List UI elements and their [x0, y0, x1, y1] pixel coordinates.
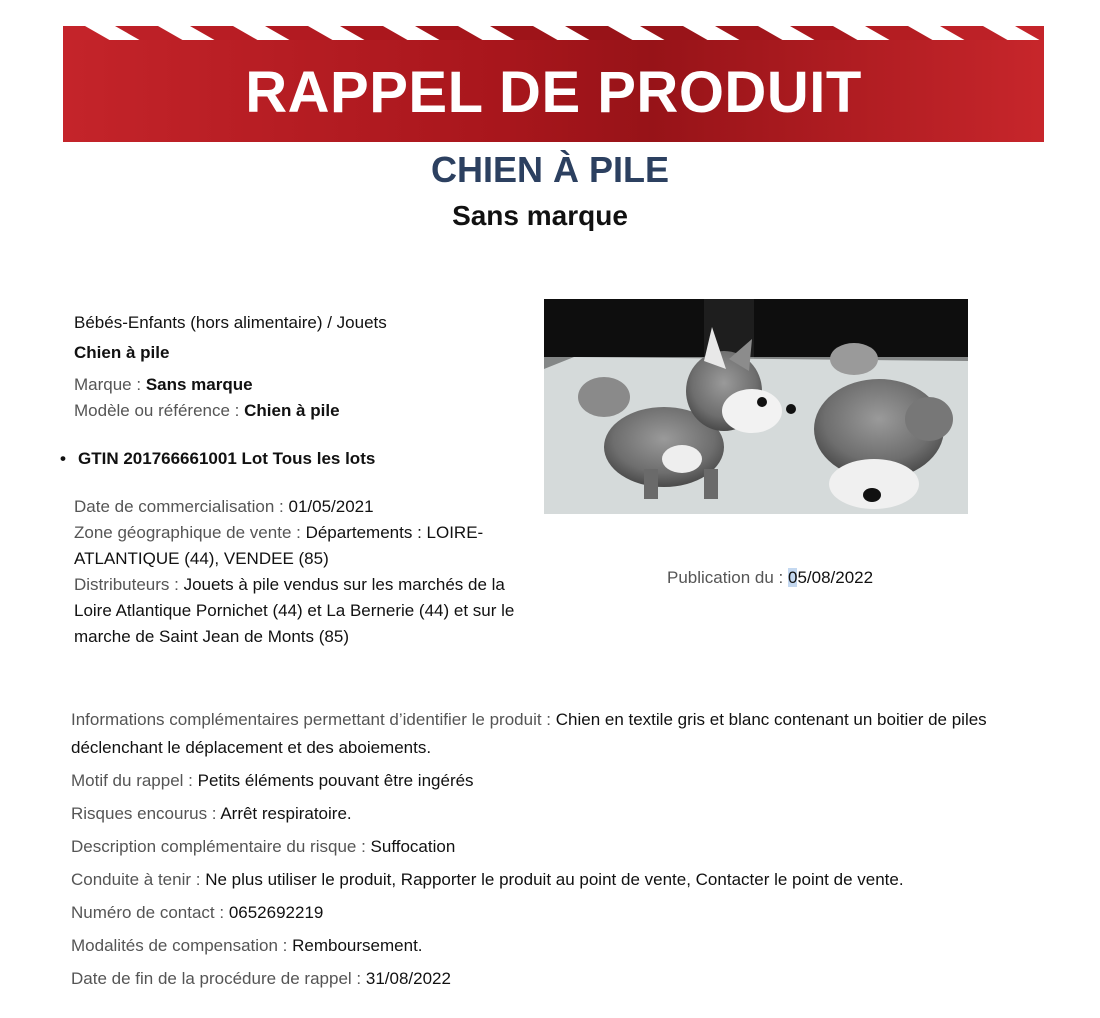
detail-row-contact — [71, 899, 1041, 927]
detail-row-risks — [71, 800, 1041, 828]
brand-label: Marque : — [74, 375, 146, 394]
recall-details — [71, 706, 1041, 998]
publication-value: 5/08/2022 — [797, 568, 874, 587]
detail-row-conduct — [71, 866, 1041, 894]
model-value: Chien à pile — [244, 401, 340, 420]
brand-subtitle: Sans marque — [452, 200, 628, 231]
detail-label: Date de fin de la procédure de rappel : — [71, 969, 366, 988]
distributors-value: Jouets à pile vendus sur les marchés de la Loire Atlantique Pornichet (44) et La Bernerie (44) et sur le marche de Saint Jean de Monts (85) — [74, 575, 515, 646]
detail-value: Ne plus utiliser le produit, Rapporter le produit au point de vente, Contacter le point de vente. — [205, 870, 904, 889]
banner-title: RAPPEL DE PRODUIT — [245, 60, 862, 125]
detail-row-identification — [71, 706, 1041, 762]
product-name: Chien à pile — [74, 343, 170, 362]
text-selection-highlight[interactable]: 0 — [787, 568, 798, 587]
zone-value: Départements : LOIRE-ATLANTIQUE (44), VENDEE (85) — [74, 523, 484, 568]
detail-value: Chien en textile gris et blanc contenant un boitier de piles déclenchant le déplacement et des aboiements. — [71, 710, 987, 757]
model-label: Modèle ou référence : — [74, 401, 245, 420]
detail-value: Remboursement. — [292, 936, 423, 955]
detail-value: 31/08/2022 — [365, 969, 451, 988]
detail-row-end-date — [71, 965, 1041, 993]
plush-dogs-image — [544, 299, 968, 514]
product-info — [60, 310, 544, 650]
recall-banner — [63, 26, 1044, 142]
detail-label: Modalités de compensation : — [71, 936, 293, 955]
publication-label: Publication du : — [667, 568, 788, 587]
detail-value: 0652692219 — [228, 903, 324, 922]
product-category: Bébés-Enfants (hors alimentaire) / Jouets — [74, 313, 387, 332]
detail-label: Conduite à tenir : — [71, 870, 206, 889]
detail-label: Motif du rappel : — [71, 771, 198, 790]
gtin-text: GTIN 201766661001 Lot Tous les lots — [78, 449, 376, 468]
detail-label: Informations complémentaires permettant d’identifier le produit : — [71, 710, 556, 729]
gtin-item — [60, 446, 544, 472]
bullet-icon: • — [60, 449, 66, 468]
commercialisation-label: Date de commercialisation : — [74, 497, 289, 516]
brand-value: Sans marque — [145, 375, 253, 394]
detail-value: Petits éléments pouvant être ingérés — [197, 771, 474, 790]
brand-row — [74, 372, 544, 398]
detail-label: Risques encourus : — [71, 804, 221, 823]
detail-row-compensation — [71, 932, 1041, 960]
zone-row — [74, 520, 544, 572]
detail-label: Numéro de contact : — [71, 903, 229, 922]
detail-value: Arrêt respiratoire. — [220, 804, 352, 823]
detail-value: Suffocation — [370, 837, 456, 856]
zone-label: Zone géographique de vente : — [74, 523, 306, 542]
detail-row-reason — [71, 767, 1041, 795]
product-photo — [544, 299, 968, 514]
model-row — [74, 398, 544, 424]
publication-date — [667, 565, 873, 591]
distributors-label: Distributeurs : — [74, 575, 184, 594]
detail-label: Description complémentaire du risque : — [71, 837, 371, 856]
commercialisation-value: 01/05/2021 — [288, 497, 374, 516]
distributors-row — [74, 572, 544, 650]
detail-row-risk-description — [71, 833, 1041, 861]
product-title: CHIEN À PILE — [430, 149, 670, 190]
commercialisation-row — [74, 494, 544, 520]
